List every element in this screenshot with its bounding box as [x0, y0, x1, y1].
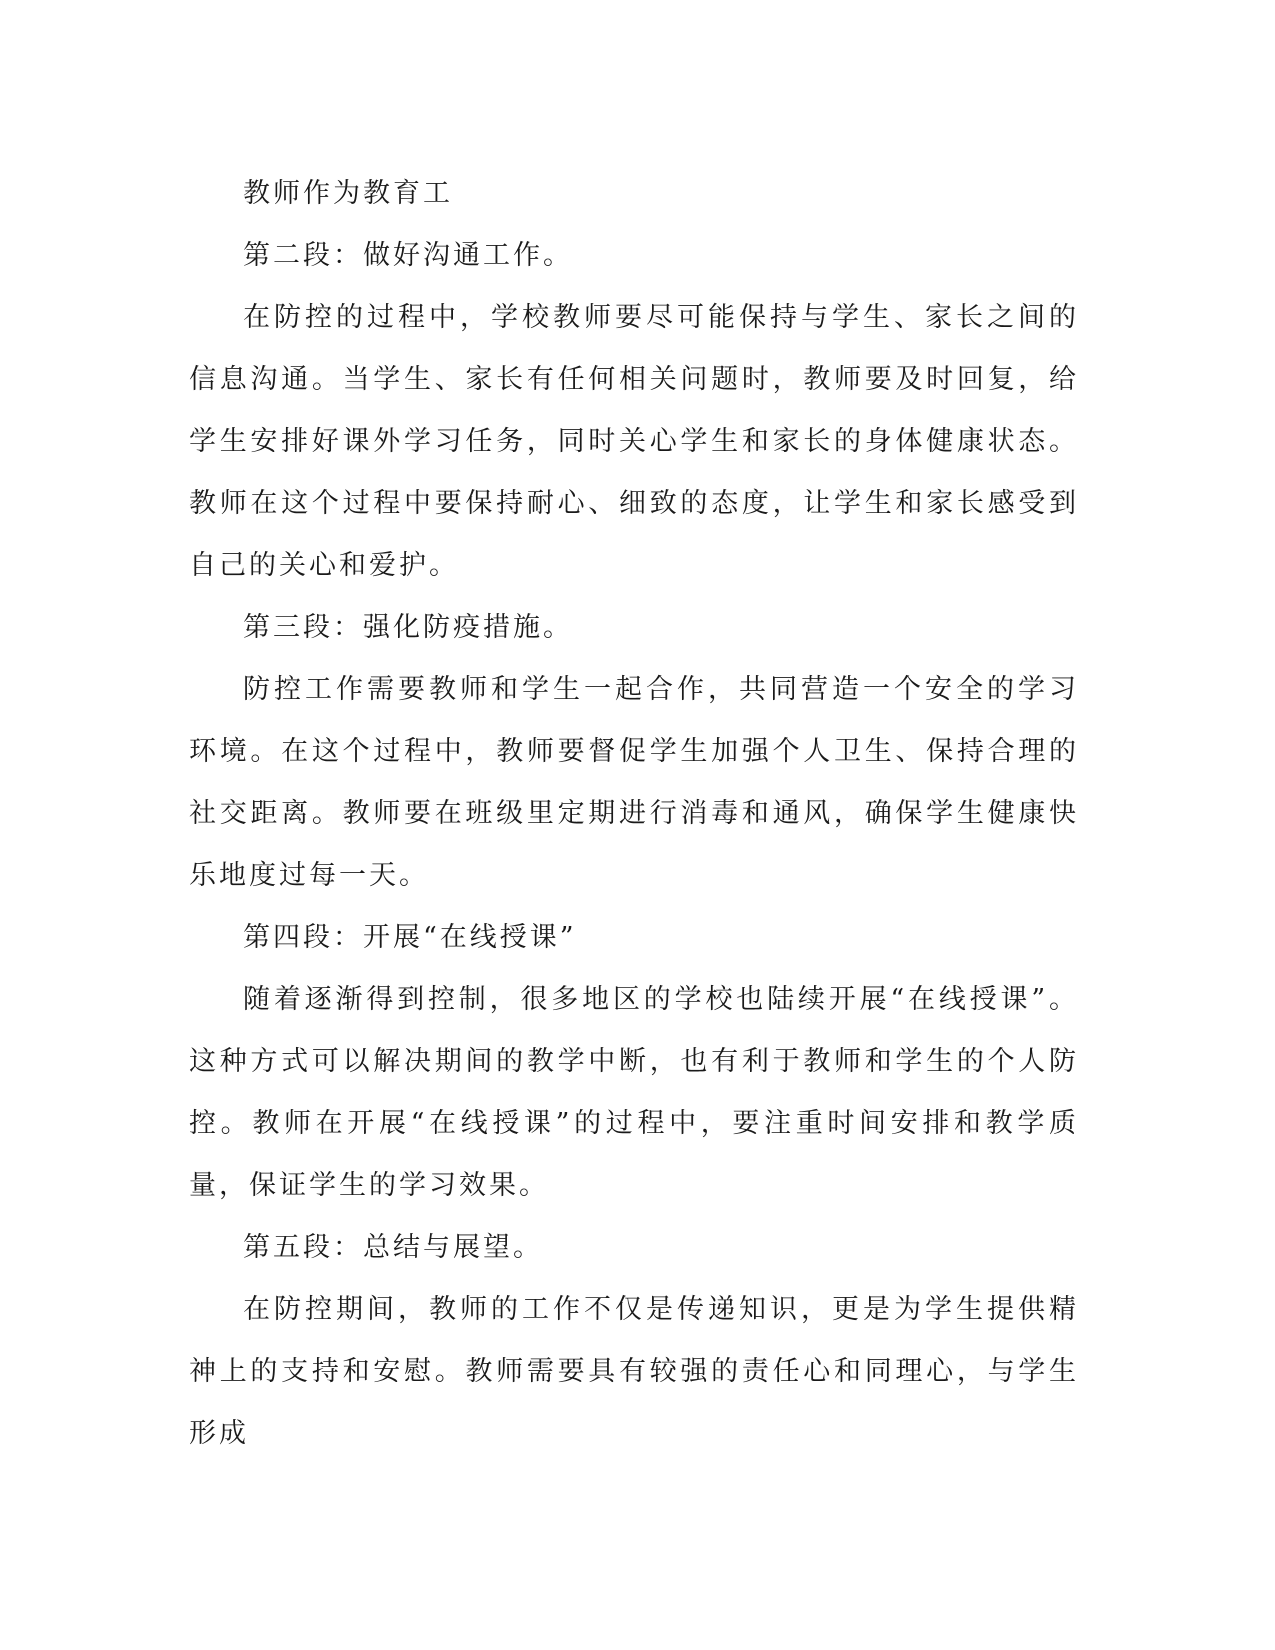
section-heading-4: 第四段：开展“在线授课” [243, 922, 577, 953]
section-body-4: 随着逐渐得到控制，很多地区的学校也陆续开展“在线授课”。这种方式可以解决期间的教学中断，也有利于教师和学生的个人防控。教师在开展“在线授课”的过程中，要注重时间安排和教学质量，保证学生的学习效果。 [189, 984, 1079, 1201]
section-heading-2: 第二段：做好沟通工作。 [243, 240, 573, 271]
intro-fragment: 教师作为教育工 [243, 178, 453, 209]
section-heading-3: 第三段：强化防疫措施。 [243, 612, 573, 643]
section-body-2: 在防控的过程中，学校教师要尽可能保持与学生、家长之间的信息沟通。当学生、家长有任何相关问题时，教师要及时回复，给学生安排好课外学习任务，同时关心学生和家长的身体健康状态。教师在这个过程中要保持耐心、细致的态度，让学生和家长感受到自己的关心和爱护。 [189, 302, 1079, 581]
section-body-3: 防控工作需要教师和学生一起合作，共同营造一个安全的学习环境。在这个过程中，教师要督促学生加强个人卫生、保持合理的社交距离。教师要在班级里定期进行消毒和通风，确保学生健康快乐地度过每一天。 [189, 674, 1079, 891]
document-body [189, 163, 1079, 1465]
section-heading-5: 第五段：总结与展望。 [243, 1232, 543, 1263]
section-body-5: 在防控期间，教师的工作不仅是传递知识，更是为学生提供精神上的支持和安慰。教师需要具有较强的责任心和同理心，与学生形成 [189, 1294, 1079, 1449]
